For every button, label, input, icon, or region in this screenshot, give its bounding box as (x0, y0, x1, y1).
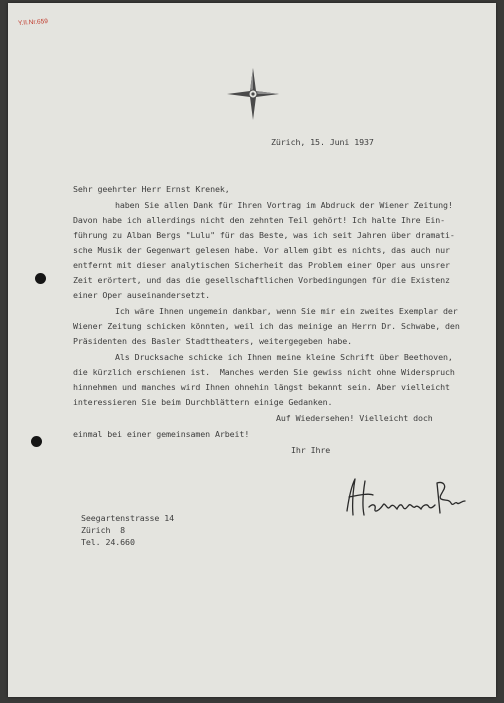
body-line: hinnehmen und manches wird Ihnen ohnehin längst bekannt sein. Aber vielleicht (73, 382, 450, 392)
body-line: einer Oper auseinandersetzt. (73, 290, 211, 300)
letter-sheet (8, 3, 496, 697)
body-line: führung zu Alban Bergs "Lulu" für das Beste, was ich seit Jahren über dramati- (73, 230, 455, 240)
valediction: Ihr Ihre (291, 445, 331, 455)
closing-line: Auf Wiedersehen! Vielleicht doch (276, 413, 433, 423)
punch-hole (31, 436, 42, 447)
letter-date: Zürich, 15. Juni 1937 (271, 137, 374, 147)
archive-mark: Y.II.Nr.659 (17, 17, 49, 28)
address-phone: Tel. 24.660 (81, 537, 135, 547)
body-line: entfernt mit dieser analytischen Sicherheit das Problem einer Oper aus unsrer (73, 260, 450, 270)
address-street: Seegartenstrasse 14 (81, 513, 175, 523)
body-line: Zeit erörtert, und das die gesellschaftlichen Vorbedingungen für die Existenz (73, 275, 450, 285)
address-city: Zürich 8 (81, 525, 126, 535)
body-line: Als Drucksache schicke ich Ihnen meine kleine Schrift über Beethoven, (115, 352, 453, 362)
body-line: Wiener Zeitung schicken könnten, weil ich das meinige an Herrn Dr. Schwabe, den (73, 321, 460, 331)
closing-line: einmal bei einer gemeinsamen Arbeit! (73, 429, 250, 439)
body-line: interessieren Sie beim Durchblättern einige Gedanken. (73, 397, 333, 407)
star-logo-icon (226, 67, 280, 121)
body-line: Davon habe ich allerdings nicht den zehnten Teil gehört! Ich halte Ihre Ein- (73, 215, 446, 225)
body-line: Präsidenten des Basler Stadttheaters, weitergegeben habe. (73, 336, 353, 346)
body-line: haben Sie allen Dank für Ihren Vortrag im Abdruck der Wiener Zeitung! (115, 200, 453, 210)
body-line: sche Musik der Gegenwart gelesen habe. Vor allem gibt es nichts, das auch nur (73, 245, 450, 255)
body-line: Ich wäre Ihnen ungemein dankbar, wenn Sie mir ein zweites Exemplar der (115, 306, 458, 316)
body-line: die kürzlich erschienen ist. Manches werden Sie gewiss nicht ohne Widerspruch (73, 367, 455, 377)
handwritten-signature (343, 477, 468, 517)
punch-hole (35, 273, 46, 284)
salutation: Sehr geehrter Herr Ernst Krenek, (73, 184, 230, 194)
